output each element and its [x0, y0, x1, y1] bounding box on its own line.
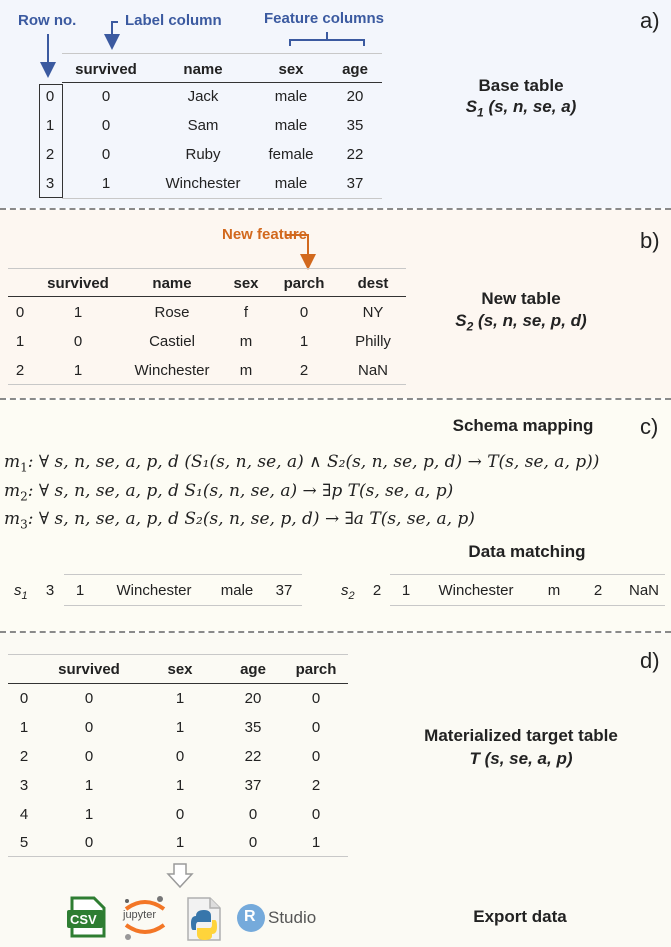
header-name: name: [183, 61, 223, 78]
header-dest: dest: [357, 275, 389, 292]
s1-label: $s_1$: [14, 582, 28, 602]
label-column-annotation: Label column: [125, 12, 222, 29]
jupyter-icon[interactable]: jupyter: [120, 893, 170, 941]
panel-b: [0, 210, 671, 398]
header-parch: parch: [283, 275, 325, 292]
panel-d-letter: d): [640, 648, 660, 673]
label-column-arrow: [112, 22, 118, 42]
header-sex: sex: [278, 61, 304, 78]
csv-file-icon[interactable]: CSV: [66, 896, 108, 938]
base-table-caption: Base table: [478, 76, 564, 95]
panel-b-letter: b): [640, 228, 660, 253]
separator-cd: [0, 631, 671, 633]
python-file-icon[interactable]: [184, 896, 224, 942]
target-table-caption: Materialized target table: [424, 726, 618, 745]
s2-value: m: [547, 582, 561, 599]
header-survived: survived: [47, 275, 109, 292]
header-survived: survived: [75, 61, 137, 78]
s1-value: 37: [275, 582, 293, 599]
down-arrow-icon: [166, 862, 194, 890]
new-table-formula: $S_2$ (s, n, se, p, d): [455, 311, 587, 334]
data-matching-title: Data matching: [468, 542, 586, 561]
header-parch: parch: [295, 661, 337, 678]
mapping-m2: $m_2$: ∀ s, n, se, a, p, d S₁(s, n, se, a) → ∃p T(s, se, a, p): [4, 481, 454, 504]
base-table-formula: $S_1$ (s, n, se, a): [465, 97, 577, 120]
feature-columns-annotation: Feature columns: [264, 10, 385, 27]
s2-value: 2: [593, 582, 603, 599]
export-data-label: Export data: [473, 907, 567, 926]
mapping-m3: $m_3$: ∀ s, n, se, a, p, d S₂(s, n, se, p, d) → ∃a T(s, se, a, p): [4, 509, 475, 532]
header-sex: sex: [167, 661, 193, 678]
header-name: name: [152, 275, 192, 292]
s1-value: 1: [75, 582, 85, 599]
row-no-annotation: Row no.: [18, 12, 77, 29]
feature-columns-bracket: [290, 32, 364, 46]
s2-value: 1: [401, 582, 411, 599]
separator-ab: [0, 208, 671, 210]
s2-row-number: 2: [372, 582, 382, 599]
s1-value: Winchester: [116, 582, 192, 599]
header-age: age: [240, 661, 266, 678]
rstudio-icon[interactable]: R Studio: [236, 903, 326, 933]
schema-mapping-title: Schema mapping: [452, 416, 594, 435]
header-survived: survived: [58, 661, 120, 678]
header-age: age: [342, 61, 368, 78]
panel-c-letter: c): [640, 414, 659, 439]
mapping-m1: $m_1$: ∀ s, n, se, a, p, d (S₁(s, n, se, a) ∧ S₂(s, n, se, p, d) → T(s, se, a, p)): [4, 452, 600, 475]
s1-row-number: 3: [45, 582, 55, 599]
s1-value: male: [220, 582, 254, 599]
new-table-caption: New table: [481, 289, 561, 308]
s2-value: NaN: [628, 582, 660, 599]
header-sex: sex: [233, 275, 259, 292]
s2-value: Winchester: [438, 582, 514, 599]
panel-a-letter: a): [640, 8, 660, 33]
separator-bc: [0, 398, 671, 400]
s2-label: $s_2$: [341, 582, 355, 602]
target-table-formula: T (s, se, a, p): [469, 749, 573, 768]
new-feature-annotation: New feature: [222, 226, 308, 243]
